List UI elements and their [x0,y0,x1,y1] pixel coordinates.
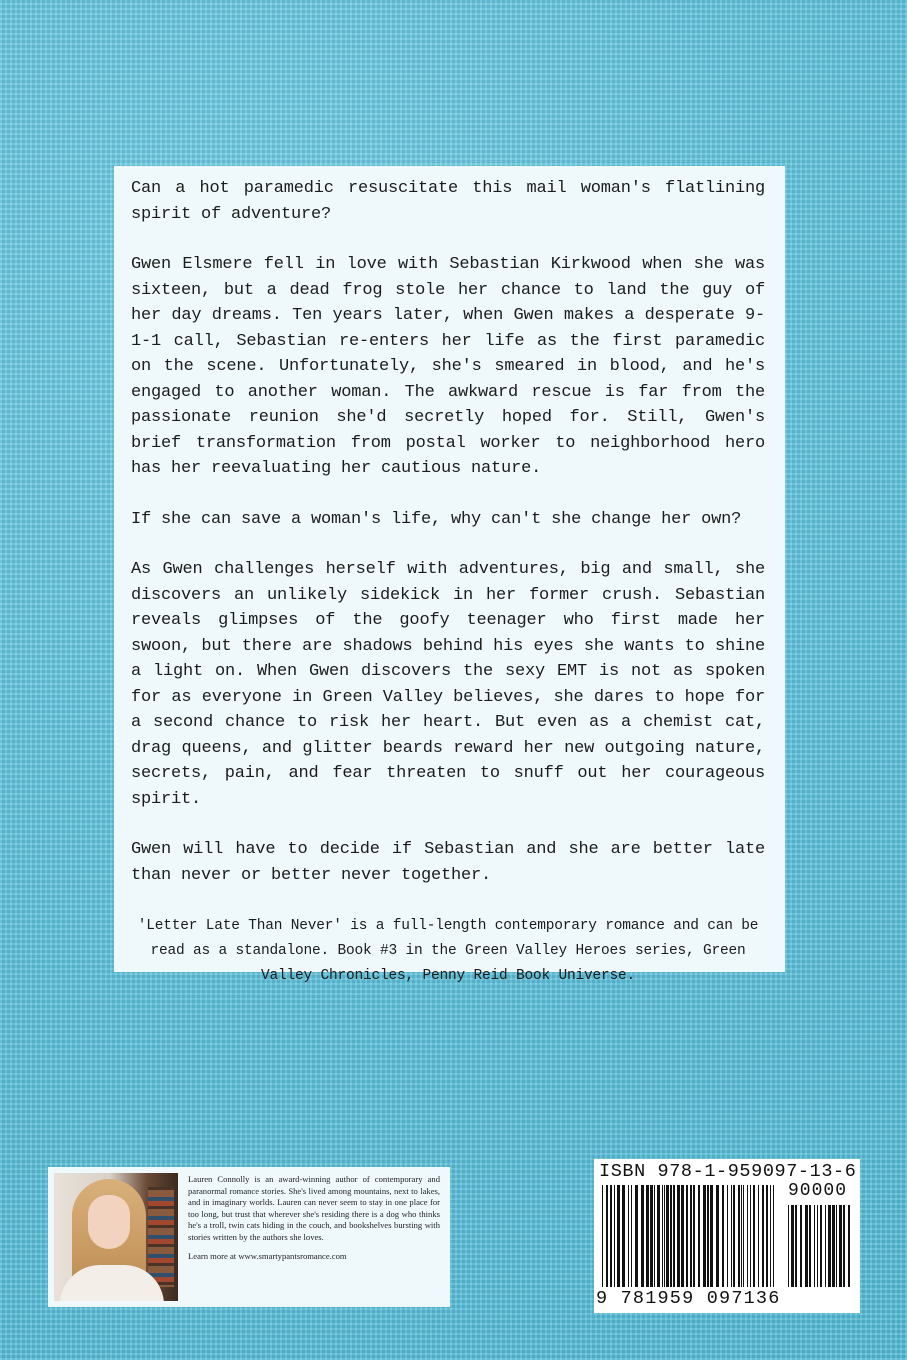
barcode-bar [716,1185,719,1287]
isbn-number: ISBN 978-1-959097-13-6 [599,1161,857,1182]
barcode-bar [635,1185,638,1287]
barcode-bar [703,1185,706,1287]
barcode-bar [809,1205,811,1287]
ean-barcode-bars [602,1185,774,1287]
blurb-paragraph: As Gwen challenges herself with adventures, big and small, she discovers an unlikely sidekick in her former crush. Sebastian reveals glimpses of the goofy teenager who first made her swoon, but there are shadows behind his eyes she wants to shine a light on. When Gwen discovers the sexy EMT is not as spoken for as everyone in Green Valley believes, she dares to hope for a second chance to risk her heart. But even as a chemist cat, drag queens, and glitter beards reward her new outgoing nature, secrets, pain, and fear threaten to snuff out her courageous spirit. [131,560,765,809]
addon-barcode-bars [788,1205,850,1287]
barcode-bar [762,1185,764,1287]
barcode-bar [657,1185,660,1287]
barcode-bar [662,1185,663,1287]
barcode-bar [617,1185,620,1287]
barcode-bar [707,1185,709,1287]
barcode-bar [686,1185,688,1287]
barcode-bar [832,1205,835,1287]
author-face [88,1195,130,1249]
barcode-bar [773,1185,774,1287]
barcode-bar [788,1205,789,1287]
author-website: Learn more at www.smartypantsromance.com [188,1250,347,1261]
barcode-bar [677,1185,680,1287]
barcode-bar [710,1185,713,1287]
ean-digits: 9 781959 097136 [596,1288,781,1309]
barcode-bar [690,1185,692,1287]
barcode-bar [727,1185,728,1287]
blurb-paragraph: Gwen Elsmere fell in love with Sebastian Kirkwood when she was sixteen, but a dead frog stole her chance to land the guy of her day dreams. Ten years later, when Gwen makes a desperate 9-1-1 call, Sebastian re-enters her life as the first paramedic on the scene. Unfortunately, she's smeared in blood, and he's engaged to another woman. The awkward rescue is far from the passionate reunion she'd secretly hoped for. Still, Gwen's brief transformation from postal worker to neighborhood hero has her reevaluating her cautious nature. [131,255,765,478]
barcode-bar [664,1185,665,1287]
barcode-bar [814,1205,815,1287]
blurb-question: If she can save a woman's life, why can't she change her own? [131,509,742,529]
barcode-bar [741,1185,742,1287]
author-bio: Lauren Connolly is an award-winning author of contemporary and paranormal romance stories. She's lived among mountains, next to lakes, and in imaginary worlds. Lauren can never seem to stay in one place for too long, but trust that wherever she's residing there is a dog who thinks he's a troll, twin cats hiding in the couch, and bookshelves bursting with stories written by the authors she loves. [188,1174,440,1242]
barcode-bar [731,1185,732,1287]
barcode-bar [654,1185,655,1287]
barcode-bar [670,1185,672,1287]
barcode-bar [610,1185,612,1287]
barcode-bar [848,1205,850,1287]
author-bio-box [48,1167,450,1307]
barcode-bar [650,1185,653,1287]
barcode-bar [738,1185,740,1287]
barcode-bar [758,1185,759,1287]
barcode-bar [614,1185,615,1287]
barcode-bar [753,1185,755,1287]
blurb-closing: Gwen will have to decide if Sebastian and she are better late than never or better never together. [131,840,765,885]
barcode-bar [646,1185,649,1287]
barcode-bar [733,1185,735,1287]
barcode-bar [743,1185,744,1287]
author-text [188,1173,440,1301]
barcode-bar [843,1205,845,1287]
barcode-bar [693,1185,695,1287]
bookshelf-backdrop [148,1187,174,1287]
barcode-bar [722,1185,724,1287]
barcode-bar [631,1185,632,1287]
barcode-bar [805,1205,808,1287]
barcode-bar [800,1205,802,1287]
isbn-barcode-box [594,1159,860,1313]
author-photo [54,1173,178,1301]
barcode-bar [622,1185,625,1287]
blurb-panel [114,166,785,984]
barcode-bar [641,1185,644,1287]
price-addon-digits: 90000 [788,1181,848,1201]
barcode-bar [836,1205,837,1287]
barcode-bar [795,1205,797,1287]
barcode-bar [606,1185,608,1287]
barcode-bar [817,1205,818,1287]
barcode-bar [770,1185,771,1287]
barcode-bar [673,1185,675,1287]
barcode-bar [681,1185,684,1287]
blurb-hook: Can a hot paramedic resuscitate this mail woman's flatlining spirit of adventure? [131,179,765,224]
barcode-bar [828,1205,831,1287]
barcode-bar [628,1185,629,1287]
barcode-bar [791,1205,794,1287]
barcode-bar [820,1205,822,1287]
barcode-bar [825,1205,826,1287]
barcode-bar [602,1185,603,1287]
barcode-bar [750,1185,751,1287]
barcode-bar [766,1185,768,1287]
barcode-bar [666,1185,669,1287]
barcode-bar [698,1185,700,1287]
barcode-bar [747,1185,748,1287]
series-note: 'Letter Late Than Never' is a full-length contemporary romance and can be read as a standalone. Book #3 in the Green Valley Heroes series, Green Valley Chronicles, Penny Reid Book Universe. [137,918,759,984]
barcode-bar [839,1205,842,1287]
